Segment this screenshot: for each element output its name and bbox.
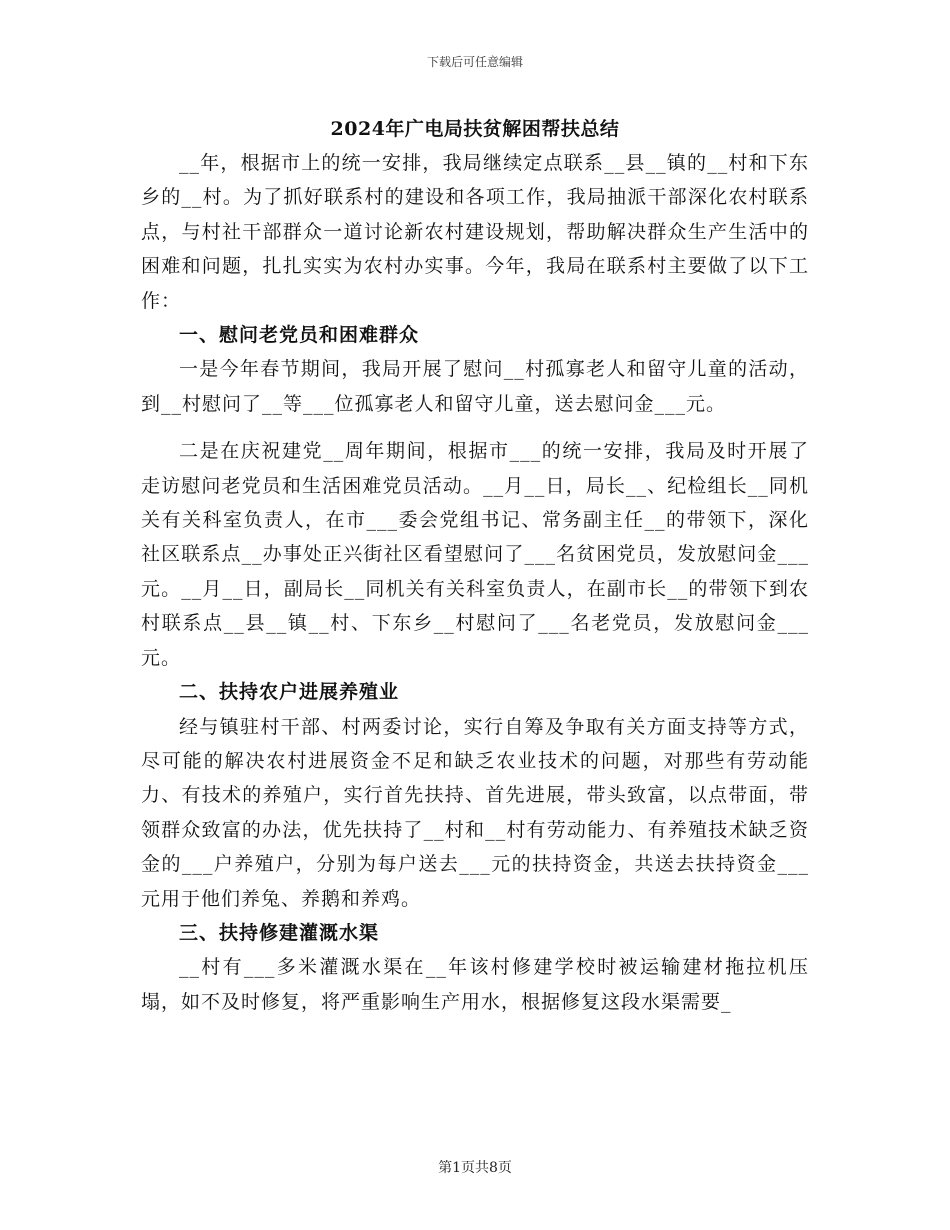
section-1-paragraph-2: 二是在庆祝建党__周年期间，根据市___的统一安排，我局及时开展了走访慰问老党员和生活困难党员活动。__月__日，局长__、纪检组长__同机关有关科室负责人，在市___委会党组书记、常务副主任__的带领下，深化社区联系点__办事处正兴街社区看望慰问了___名贫困党员，发放慰问金___元。__月__日，副局长__同机关有关科室负责人，在副市长__的带领下到农村联系点__县__镇__村、下东乡__村慰问了___名老党员，发放慰问金___元。 <box>141 440 809 669</box>
section-1-paragraph-1: 一是今年春节期间，我局开展了慰问__村孤寡老人和留守儿童的活动，到__村慰问了__等___位孤寡老人和留守儿童，送去慰问金___元。 <box>141 358 809 415</box>
document-title: 2024年广电局扶贫解困帮扶总结 <box>330 118 620 140</box>
page-number-indicator: 第1页共8页 <box>438 1160 512 1176</box>
section-heading-1: 一、慰问老党员和困难群众 <box>179 324 420 347</box>
document-body <box>141 146 809 1019</box>
intro-paragraph: __年，根据市上的统一安排，我局继续定点联系__县__镇的__村和下东乡的__村。为了抓好联系村的建设和各项工作，我局抽派干部深化农村联系点，与村社干部群众一道讨论新农村建设规划，帮助解决群众生产生活中的困难和问题，扎扎实实为农村办实事。今年，我局在联系村主要做了以下工作： <box>141 152 809 312</box>
page-header-note: 下载后可任意编辑 <box>426 55 523 69</box>
section-heading-3: 三、扶持修建灌溉水渠 <box>179 921 380 944</box>
section-3-paragraph-1: __村有___多米灌溉水渠在__年该村修建学校时被运输建材拖拉机压塌，如不及时修复，将严重影响生产用水，根据修复这段水渠需要_ <box>141 956 809 1013</box>
section-heading-2: 二、扶持农户进展养殖业 <box>179 681 400 704</box>
section-2-paragraph-1: 经与镇驻村干部、村两委讨论，实行自筹及争取有关方面支持等方式，尽可能的解决农村进展资金不足和缺乏农业技术的问题，对那些有劳动能力、有技术的养殖户，实行首先扶持、首先进展，带头致富，以点带面，带领群众致富的办法，优先扶持了__村和__村有劳动能力、有养殖技术缺乏资金的___户养殖户，分别为每户送去___元的扶持资金，共送去扶持资金___元用于他们养兔、养鹅和养鸡。 <box>141 715 809 910</box>
